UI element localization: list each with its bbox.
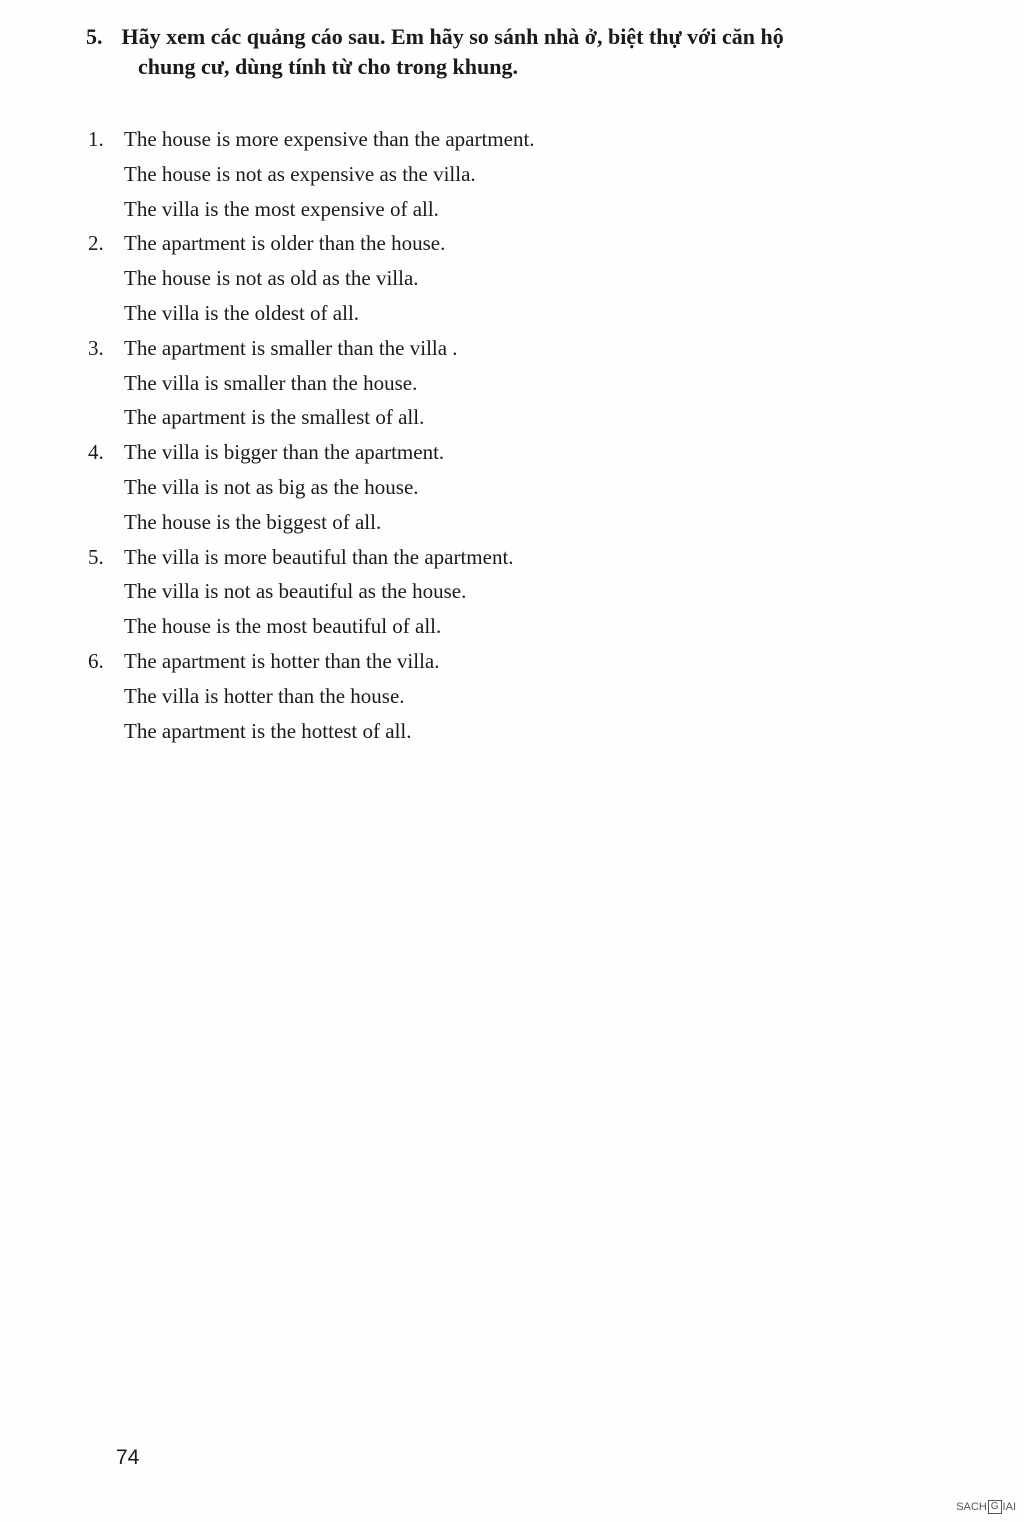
answer-line: The house is not as old as the villa.: [124, 266, 419, 291]
answer-number: 6.: [88, 648, 104, 673]
answer-item-2: [88, 226, 788, 330]
answer-item-4: [88, 435, 788, 539]
answer-number: 1.: [88, 127, 104, 151]
answer-line: The villa is bigger than the apartment.: [124, 440, 445, 465]
answer-line: The house is the most beautiful of all.: [124, 614, 442, 639]
answer-item-1: [88, 122, 788, 226]
answer-list: [88, 122, 788, 748]
answer-item-3: [88, 331, 788, 435]
answer-line: The villa is hotter than the house.: [124, 683, 405, 708]
answer-line: The villa is not as beautiful as the house.: [124, 579, 467, 604]
answer-line: The villa is not as big as the house.: [124, 474, 419, 499]
answer-line: The apartment is hotter than the villa.: [124, 648, 440, 673]
answer-line: The villa is the oldest of all.: [124, 300, 360, 325]
answer-line: The apartment is the smallest of all.: [124, 405, 425, 430]
answer-line: The villa is more beautiful than the apartment.: [124, 544, 514, 569]
watermark-suffix: IAI: [1002, 1501, 1016, 1513]
answer-number: 3.: [88, 335, 104, 360]
exercise-number: 5.: [86, 24, 103, 49]
answer-line: The apartment is smaller than the villa .: [124, 335, 458, 360]
answer-line: The house is the biggest of all.: [124, 509, 382, 534]
answer-item-6: [88, 644, 788, 748]
answer-line: The villa is the most expensive of all.: [124, 196, 439, 221]
answer-line: The house is not as expensive as the villa.: [124, 161, 476, 186]
answer-item-5: [88, 540, 788, 644]
answer-number: 2.: [88, 231, 104, 256]
watermark-logo: [956, 1500, 1016, 1514]
watermark-boxed-letter: G: [988, 1500, 1002, 1514]
watermark-prefix: SACH: [956, 1501, 987, 1513]
exercise-instruction-line-1: Hãy xem các quảng cáo sau. Em hãy so sánh nhà ở, biệt thự với căn hộ: [121, 24, 784, 49]
answer-line: The villa is smaller than the house.: [124, 370, 418, 395]
exercise-instruction-line-2: chung cư, dùng tính từ cho trong khung.: [138, 54, 518, 79]
answer-line: The apartment is the hottest of all.: [124, 718, 412, 743]
answer-number: 4.: [88, 440, 104, 465]
answer-line: The house is more expensive than the apartment.: [124, 127, 535, 151]
exercise-heading: [86, 22, 986, 82]
page-number: 74: [116, 1446, 140, 1469]
answer-number: 5.: [88, 544, 104, 569]
answer-line: The apartment is older than the house.: [124, 231, 446, 256]
